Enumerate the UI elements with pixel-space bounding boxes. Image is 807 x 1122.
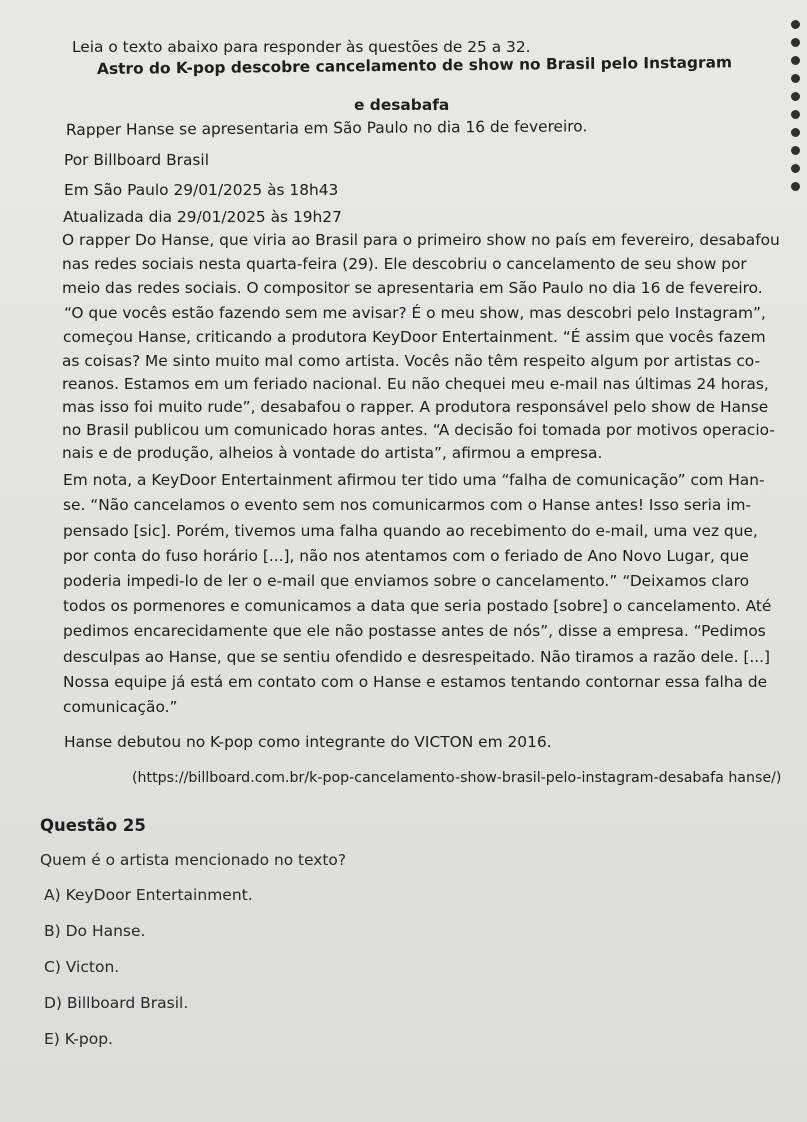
date-published: Em São Paulo 29/01/2025 às 18h43	[64, 181, 339, 199]
article-title-line2: e desabafa	[354, 96, 450, 114]
option-a[interactable]: A) KeyDoor Entertainment.	[44, 886, 253, 904]
byline: Por Billboard Brasil	[64, 151, 209, 169]
binding-hole-icon	[791, 92, 800, 101]
paragraph-4: Hanse debutou no K-pop como integrante do VICTON em 2016.	[64, 733, 552, 751]
binding-hole-icon	[791, 128, 800, 137]
paragraph-line: nais e de produção, alheios à vontade do artista”, afirmou a empresa.	[62, 444, 603, 462]
paragraph-line: meio das redes sociais. O compositor se apresentaria em São Paulo no dia 16 de fevereiro.	[62, 279, 763, 297]
paragraph-line: Em nota, a KeyDoor Entertainment afirmou ter tido uma “falha de comunicação” com Han-	[63, 471, 765, 489]
binding-hole-icon	[791, 110, 800, 119]
paragraph-line: O rapper Do Hanse, que viria ao Brasil para o primeiro show no país em fevereiro, desabafou	[62, 231, 780, 249]
paragraph-line: no Brasil publicou um comunicado horas antes. “A decisão foi tomada por motivos operacio-	[62, 421, 775, 439]
binding-hole-icon	[791, 38, 800, 47]
paragraph-line: mas isso foi muito rude”, desabafou o rapper. A produtora responsável pelo show de Hanse	[62, 398, 769, 416]
paragraph-line: se. “Não cancelamos o evento sem nos comunicarmos com o Hanse antes! Isso seria im-	[63, 496, 752, 514]
paragraph-line: reanos. Estamos em um feriado nacional. Eu não chequei meu e-mail nas últimas 24 horas,	[62, 375, 769, 393]
paragraph-line: desculpas ao Hanse, que se sentiu ofendido e desrespeitado. Não tiramos a razão dele. [...]	[63, 648, 771, 666]
paragraph-line: pensado [sic]. Porém, tivemos uma falha quando ao recebimento do e-mail, uma vez que,	[63, 522, 758, 540]
paragraph-line: começou Hanse, criticando a produtora KeyDoor Entertainment. “É assim que vocês fazem	[63, 328, 766, 346]
binding-hole-icon	[791, 74, 800, 83]
article-subtitle: Rapper Hanse se apresentaria em São Paulo no dia 16 de fevereiro.	[65, 117, 588, 139]
paragraph-line: comunicação.”	[63, 698, 178, 716]
binding-hole-icon	[791, 146, 800, 155]
paragraph-line: pedimos encarecidamente que ele não postasse antes de nós”, disse a empresa. “Pedimos	[63, 622, 766, 640]
binding-hole-icon	[791, 20, 800, 29]
question-title: Questão 25	[40, 816, 146, 835]
paragraph-line: todos os pormenores e comunicamos a data que seria postado [sobre] o cancelamento. Até	[63, 597, 772, 615]
binding-hole-icon	[791, 182, 800, 191]
paragraph-line: nas redes sociais nesta quarta-feira (29). Ele descobriu o cancelamento de seu show por	[62, 255, 747, 273]
instruction-text: Leia o texto abaixo para responder às questões de 25 a 32.	[72, 38, 531, 56]
option-b[interactable]: B) Do Hanse.	[44, 922, 146, 940]
option-c[interactable]: C) Victon.	[44, 958, 120, 976]
paragraph-line: poderia impedi-lo de ler o e-mail que enviamos sobre o cancelamento.” “Deixamos claro	[63, 572, 749, 590]
question-prompt: Quem é o artista mencionado no texto?	[40, 851, 346, 869]
paragraph-line: “O que vocês estão fazendo sem me avisar? É o meu show, mas descobri pelo Instagram”,	[64, 304, 766, 322]
paragraph-line: por conta do fuso horário [...], não nos atentamos com o feriado de Ano Novo Lugar, que	[63, 547, 749, 565]
binding-hole-icon	[791, 164, 800, 173]
option-d[interactable]: D) Billboard Brasil.	[44, 994, 189, 1012]
source-url: (https://billboard.com.br/k-pop-cancelamento-show-brasil-pelo-instagram-desabafa hanse/)	[132, 770, 782, 786]
article-title-line1: Astro do K-pop descobre cancelamento de show no Brasil pelo Instagram	[96, 53, 733, 78]
binding-hole-icon	[791, 56, 800, 65]
binding-holes	[789, 20, 803, 200]
paragraph-line: Nossa equipe já está em contato com o Hanse e estamos tentando contornar essa falha de	[63, 673, 768, 691]
paragraph-line: as coisas? Me sinto muito mal como artista. Vocês não têm respeito algum por artistas co-	[62, 352, 761, 370]
option-e[interactable]: E) K-pop.	[44, 1030, 113, 1048]
date-updated: Atualizada dia 29/01/2025 às 19h27	[63, 208, 342, 226]
